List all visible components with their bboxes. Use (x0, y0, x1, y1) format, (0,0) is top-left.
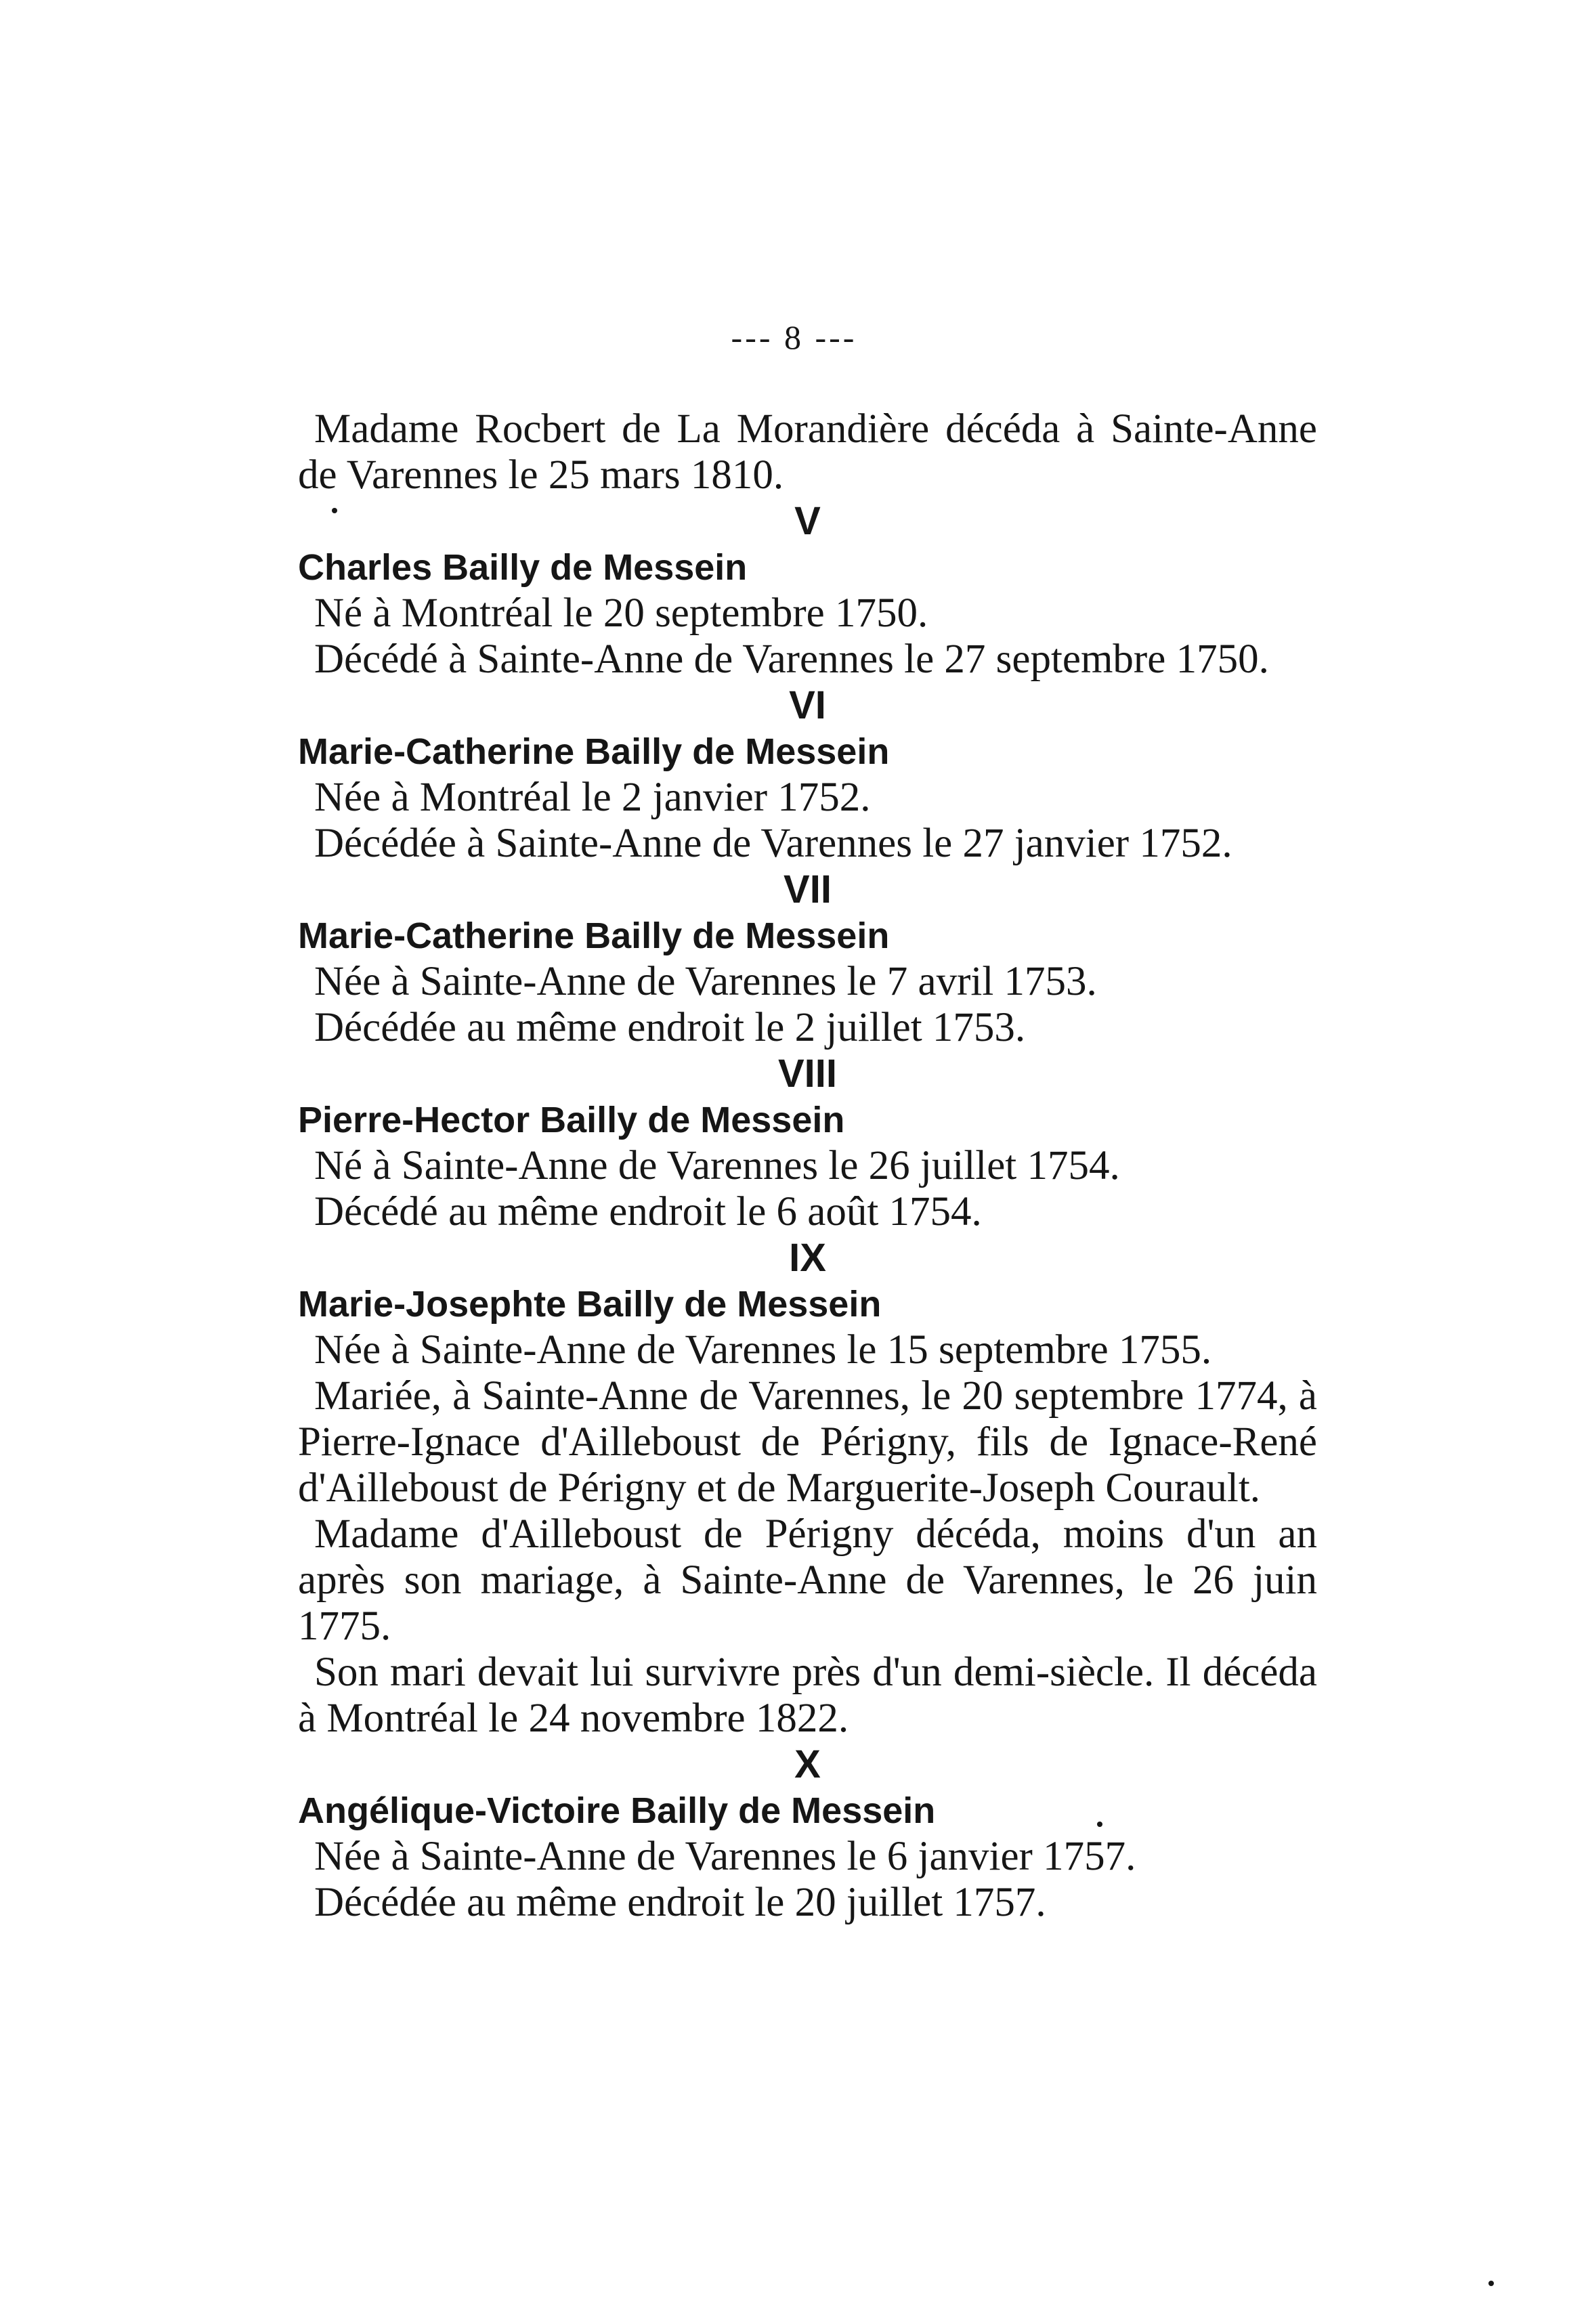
entry-numeral: VII (784, 867, 832, 911)
entry-numeral: IX (789, 1236, 826, 1280)
print-speck (1097, 1822, 1102, 1827)
entry-viii (298, 1051, 1317, 1235)
entry-paragraph: Madame d'Ailleboust de Périgny décéda, moins d'un an après son mariage, à Sainte-Anne de Varennes, le 26 juin 1775. (298, 1511, 1317, 1649)
entry-numeral: VI (789, 683, 826, 727)
entry-numeral: VIII (777, 1052, 838, 1096)
entry-line: Née à Montréal le 2 janvier 1752. (314, 775, 871, 820)
page-body (298, 406, 1317, 1926)
entry-line: Décédée au même endroit le 20 juillet 1757. (314, 1880, 1046, 1925)
print-speck (1488, 2281, 1494, 2286)
entry-v (298, 498, 1317, 683)
entry-line: Née à Sainte-Anne de Varennes le 7 avril 1753. (314, 959, 1097, 1004)
entry-line: Née à Sainte-Anne de Varennes le 6 janvier 1757. (314, 1834, 1136, 1879)
entry-line: Né à Montréal le 20 septembre 1750. (314, 590, 928, 636)
entry-paragraph: Son mari devait lui survivre près d'un demi-siècle. Il décéda à Montréal le 24 novembre 1822. (298, 1650, 1317, 1741)
entry-numeral: V (794, 499, 821, 543)
entry-vi (298, 683, 1317, 867)
entry-name: Angélique-Victoire Bailly de Messein (298, 1790, 936, 1831)
entry-name: Marie-Josephte Bailly de Messein (298, 1284, 882, 1325)
entry-name: Pierre-Hector Bailly de Messein (298, 1100, 845, 1140)
entry-name: Marie-Catherine Bailly de Messein (298, 916, 890, 956)
entry-ix (298, 1235, 1317, 1742)
entry-line: Décédé au même endroit le 6 août 1754. (314, 1189, 982, 1234)
page-number: --- 8 --- (731, 318, 857, 356)
entry-line: Née à Sainte-Anne de Varennes le 15 septembre 1755. (314, 1327, 1212, 1373)
entry-paragraph: Mariée, à Sainte-Anne de Varennes, le 20 septembre 1774, à Pierre-Ignace d'Ailleboust de Périgny, fils de Ignace-René d'Ailleboust de Périgny et de Marguerite-Joseph Courault. (298, 1373, 1317, 1511)
entry-line: Décédé à Sainte-Anne de Varennes le 27 septembre 1750. (314, 637, 1269, 682)
entry-x (298, 1742, 1317, 1926)
entry-name: Charles Bailly de Messein (298, 547, 748, 588)
entry-numeral: X (794, 1742, 821, 1786)
entry-line: Né à Sainte-Anne de Varennes le 26 juillet 1754. (314, 1143, 1120, 1188)
entry-line: Décédée à Sainte-Anne de Varennes le 27 janvier 1752. (314, 821, 1232, 866)
print-speck (332, 508, 337, 513)
entry-line: Décédée au même endroit le 2 juillet 1753. (314, 1005, 1026, 1050)
entry-name: Marie-Catherine Bailly de Messein (298, 731, 890, 772)
opening-paragraph: Madame Rocbert de La Morandière décéda à Sainte-Anne de Varennes le 25 mars 1810. (298, 406, 1317, 498)
entry-vii (298, 867, 1317, 1051)
